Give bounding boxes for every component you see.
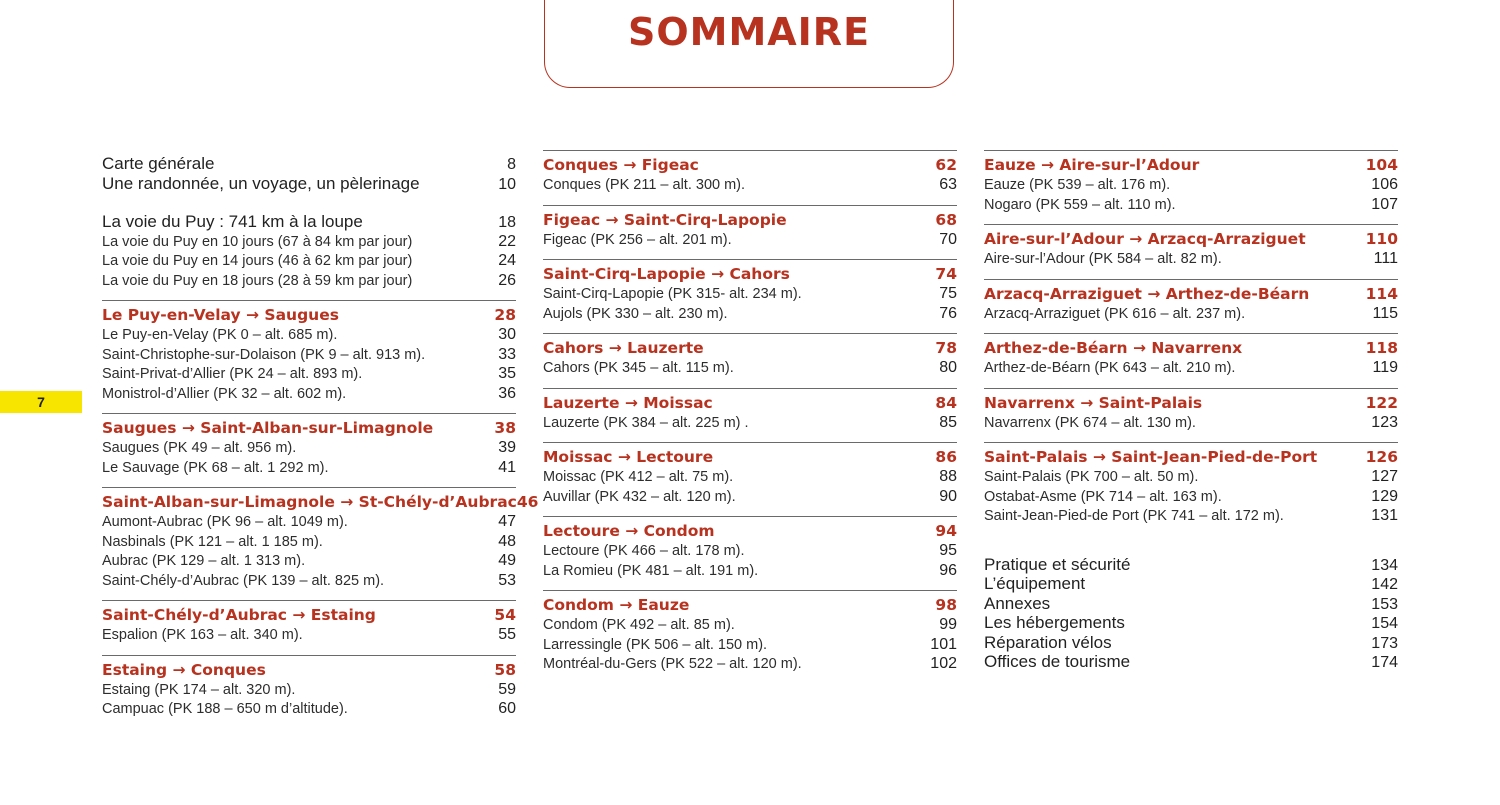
toc-entry[interactable] [102, 571, 516, 591]
toc-entry[interactable] [543, 615, 957, 635]
toc-entry[interactable] [102, 680, 516, 700]
entry-page: 95 [939, 542, 957, 559]
stage-heading[interactable] [984, 338, 1398, 358]
entry-page: 24 [498, 252, 516, 269]
entry-label: Saugues (PK 49 – alt. 956 m). [102, 440, 297, 456]
entry-page: 63 [939, 176, 957, 193]
stage-title: Arzacq-Arraziguet → Arthez-de-Béarn [984, 284, 1310, 303]
entry-page: 41 [498, 458, 516, 476]
entry-page: 107 [1371, 195, 1398, 213]
entry-label: Arthez-de-Béarn (PK 643 – alt. 210 m). [984, 360, 1236, 376]
toc-entry[interactable] [102, 212, 516, 232]
entry-label: Annexes [984, 593, 1051, 613]
entry-label: Nogaro (PK 559 – alt. 110 m). [984, 196, 1176, 213]
stage-section [984, 224, 1398, 279]
toc-entry[interactable] [102, 699, 516, 719]
entry-label: Réparation vélos [984, 632, 1112, 652]
toc-entry[interactable] [543, 487, 957, 507]
stage-section [102, 655, 516, 729]
toc-entry[interactable] [984, 555, 1398, 575]
entry-label: Aujols (PK 330 – alt. 230 m). [543, 305, 728, 322]
toc-entry[interactable] [543, 304, 957, 324]
toc-entry[interactable] [984, 594, 1398, 614]
stage-page: 98 [935, 596, 957, 614]
entry-page: 36 [498, 384, 516, 402]
entry-label: Lectoure (PK 466 – alt. 178 m). [543, 543, 745, 559]
entry-page: 22 [498, 232, 516, 250]
stage-section [984, 333, 1398, 388]
stage-title: Saugues → Saint-Alban-sur-Limagnole [102, 419, 434, 437]
entry-page: 48 [498, 532, 516, 550]
toc-entry[interactable] [102, 345, 516, 365]
entry-page: 127 [1371, 468, 1398, 485]
toc-column-2 [543, 150, 957, 684]
entry-label: Navarrenx (PK 674 – alt. 130 m). [984, 414, 1196, 431]
entry-label: Arzacq-Arraziguet (PK 616 – alt. 237 m). [984, 305, 1246, 322]
stage-heading[interactable] [543, 393, 957, 413]
entry-page: 153 [1371, 595, 1398, 613]
stage-page: 86 [935, 448, 957, 466]
stage-heading[interactable] [543, 210, 957, 230]
entry-page: 8 [507, 156, 516, 173]
entry-page: 142 [1371, 576, 1398, 593]
toc-entry[interactable] [102, 458, 516, 478]
entry-label: Lauzerte (PK 384 – alt. 225 m) . [543, 414, 749, 431]
stage-page: 114 [1365, 284, 1398, 303]
stage-section [102, 487, 539, 600]
entry-page: 53 [498, 571, 516, 589]
stage-page: 78 [935, 339, 957, 357]
toc-entry[interactable] [984, 249, 1398, 269]
toc-entry[interactable] [102, 384, 516, 404]
entry-label: Le Puy-en-Velay (PK 0 – alt. 685 m). [102, 327, 338, 343]
entry-page: 39 [498, 439, 516, 456]
stage-heading[interactable] [102, 492, 539, 512]
toc-entry[interactable] [102, 325, 516, 345]
spacer [984, 536, 1398, 555]
stage-page: 62 [935, 156, 957, 174]
toc-entry[interactable] [984, 195, 1398, 215]
entry-label: Saint-Palais (PK 700 – alt. 50 m). [984, 469, 1199, 485]
entry-page: 111 [1373, 250, 1398, 267]
toc-entry[interactable] [102, 625, 516, 645]
toc-entry[interactable] [984, 633, 1398, 653]
entry-page: 70 [939, 230, 957, 248]
toc-column-3 [984, 150, 1398, 672]
entry-label: Offices de tourisme [984, 652, 1131, 671]
stage-title: Moissac → Lectoure [543, 448, 714, 466]
toc-entry[interactable] [543, 413, 957, 433]
entry-label: Conques (PK 211 – alt. 300 m). [543, 177, 746, 193]
entry-label: Aumont-Aubrac (PK 96 – alt. 1049 m). [102, 514, 348, 530]
stage-section [543, 333, 957, 388]
entry-label: La voie du Puy en 14 jours (46 à 62 km par jour) [102, 253, 413, 269]
entry-label: Larressingle (PK 506 – alt. 150 m). [543, 636, 768, 653]
stage-title: Lauzerte → Moissac [543, 393, 713, 412]
stage-heading[interactable] [102, 305, 516, 325]
stage-page: 46 [516, 493, 539, 511]
stage-page: 110 [1365, 230, 1398, 248]
stage-title: Figeac → Saint-Cirq-Lapopie [543, 210, 787, 229]
entry-label: Condom (PK 492 – alt. 85 m). [543, 617, 735, 633]
stage-section [984, 388, 1398, 443]
toc-entry[interactable] [102, 512, 516, 532]
entry-label: Carte générale [102, 154, 215, 173]
entry-label: Saint-Chély-d’Aubrac (PK 139 – alt. 825 m). [102, 572, 385, 589]
toc-entry[interactable] [984, 506, 1398, 526]
toc-entry[interactable] [984, 652, 1398, 672]
stage-page: 84 [935, 393, 957, 412]
toc-entry[interactable] [102, 551, 516, 571]
stage-heading[interactable] [984, 393, 1398, 413]
stage-title: Saint-Alban-sur-Limagnole → St-Chély-d’Aubrac [102, 493, 517, 511]
entry-page: 129 [1371, 487, 1398, 505]
stage-title: Saint-Cirq-Lapopie → Cahors [543, 265, 790, 283]
stage-section [543, 150, 957, 205]
entry-page: 30 [498, 326, 516, 343]
entry-page: 119 [1372, 359, 1398, 376]
entry-page: 10 [498, 175, 516, 193]
stage-title: Aire-sur-l’Adour → Arzacq-Arraziguet [984, 230, 1306, 248]
entry-label: Saint-Jean-Pied-de Port (PK 741 – alt. 172 m). [984, 508, 1284, 524]
stage-section [543, 516, 957, 590]
toc-entry[interactable] [984, 304, 1398, 324]
entry-page: 49 [498, 552, 516, 569]
entry-label: Montréal-du-Gers (PK 522 – alt. 120 m). [543, 656, 802, 672]
toc-entry[interactable] [543, 635, 957, 655]
entry-label: Aubrac (PK 129 – alt. 1 313 m). [102, 553, 306, 569]
stage-section [102, 413, 516, 487]
stage-title: Arthez-de-Béarn → Navarrenx [984, 339, 1243, 357]
stage-page: 68 [935, 210, 957, 229]
stage-heading[interactable] [543, 595, 957, 615]
voie-block [102, 212, 516, 300]
stage-title: Cahors → Lauzerte [543, 339, 704, 357]
toc-entry[interactable] [984, 613, 1398, 633]
entry-page: 76 [939, 304, 957, 322]
entry-label: Auvillar (PK 432 – alt. 120 m). [543, 488, 736, 505]
toc-entry[interactable] [984, 574, 1398, 594]
toc-entry[interactable] [102, 364, 516, 384]
entry-page: 88 [939, 468, 957, 485]
stage-heading[interactable] [543, 155, 957, 175]
entry-page: 33 [498, 345, 516, 363]
entry-page: 35 [498, 365, 516, 382]
stage-page: 54 [494, 606, 516, 624]
stage-section [984, 150, 1398, 224]
stage-title: Navarrenx → Saint-Palais [984, 393, 1203, 412]
entry-label: La voie du Puy : 741 km à la loupe [102, 212, 363, 231]
stage-page: 28 [494, 306, 516, 324]
entry-page: 96 [939, 561, 957, 579]
entry-label: Aire-sur-l’Adour (PK 584 – alt. 82 m). [984, 251, 1222, 267]
entry-label: La voie du Puy en 10 jours (67 à 84 km par jour) [102, 233, 413, 250]
toc-entry[interactable] [984, 467, 1398, 487]
entry-label: Moissac (PK 412 – alt. 75 m). [543, 469, 734, 485]
stage-page: 58 [494, 660, 516, 679]
entry-page: 173 [1371, 634, 1398, 652]
entry-page: 131 [1371, 507, 1398, 524]
entry-page: 101 [930, 635, 957, 653]
toc-entry[interactable] [102, 271, 516, 291]
entry-page: 80 [939, 359, 957, 376]
stage-page: 104 [1365, 156, 1398, 174]
stage-page: 94 [935, 522, 957, 540]
toc-entry[interactable] [543, 284, 957, 304]
entry-label: Nasbinals (PK 121 – alt. 1 185 m). [102, 533, 323, 550]
stage-section [543, 442, 957, 516]
stage-page: 38 [494, 419, 516, 437]
stage-heading[interactable] [102, 660, 516, 680]
stage-section [543, 259, 957, 333]
stage-section [543, 388, 957, 443]
annex-block [984, 555, 1398, 672]
stage-heading[interactable] [102, 418, 516, 438]
entry-page: 59 [498, 680, 516, 698]
entry-label: Le Sauvage (PK 68 – alt. 1 292 m). [102, 459, 329, 476]
entry-page: 99 [939, 616, 957, 633]
entry-page: 75 [939, 285, 957, 302]
toc-entry[interactable] [102, 532, 516, 552]
toc-entry[interactable] [543, 467, 957, 487]
entry-label: Les hébergements [984, 613, 1125, 632]
toc-entry[interactable] [984, 358, 1398, 378]
entry-label: Pratique et sécurité [984, 554, 1131, 574]
stage-section [102, 300, 516, 413]
stage-heading[interactable] [543, 447, 957, 467]
entry-page: 85 [939, 413, 957, 431]
toc-entry[interactable] [984, 175, 1398, 195]
stage-heading[interactable] [984, 447, 1398, 467]
entry-page: 55 [498, 626, 516, 643]
entry-page: 123 [1371, 413, 1398, 431]
stage-title: Estaing → Conques [102, 660, 266, 679]
toc-entry[interactable] [543, 230, 957, 250]
stage-heading[interactable] [984, 155, 1398, 175]
entry-label: Monistrol-d’Allier (PK 32 – alt. 602 m). [102, 385, 347, 402]
entry-label: Saint-Cirq-Lapopie (PK 315- alt. 234 m). [543, 286, 802, 302]
stage-section [984, 279, 1398, 334]
entry-label: La Romieu (PK 481 – alt. 191 m). [543, 562, 759, 579]
toc-entry[interactable] [543, 175, 957, 195]
entry-page: 174 [1371, 654, 1398, 671]
toc-entry[interactable] [543, 561, 957, 581]
entry-page: 26 [498, 271, 516, 289]
stage-title: Saint-Palais → Saint-Jean-Pied-de-Port [984, 448, 1318, 466]
entry-label: Cahors (PK 345 – alt. 115 m). [543, 360, 734, 376]
entry-label: Figeac (PK 256 – alt. 201 m). [543, 231, 732, 248]
stage-page: 126 [1365, 448, 1398, 466]
stage-title: Conques → Figeac [543, 156, 699, 174]
stage-heading[interactable] [543, 264, 957, 284]
toc-entry[interactable] [102, 232, 516, 252]
entry-label: L’équipement [984, 574, 1086, 593]
stage-heading[interactable] [543, 521, 957, 541]
entry-page: 47 [498, 513, 516, 530]
entry-label: Eauze (PK 539 – alt. 176 m). [984, 177, 1171, 193]
stage-heading[interactable] [543, 338, 957, 358]
stage-page: 118 [1365, 339, 1398, 357]
toc-entry[interactable] [102, 174, 516, 194]
entry-page: 102 [930, 655, 957, 672]
stage-title: Eauze → Aire-sur-l’Adour [984, 156, 1200, 174]
stage-section [543, 590, 957, 684]
entry-page: 106 [1371, 176, 1398, 193]
toc-entry[interactable] [102, 438, 516, 458]
toc-entry[interactable] [102, 251, 516, 271]
page-title: SOMMAIRE [627, 10, 871, 54]
entry-label: Ostabat-Asme (PK 714 – alt. 163 m). [984, 488, 1222, 505]
stage-page: 74 [935, 265, 957, 283]
stage-title: Lectoure → Condom [543, 522, 715, 540]
entry-label: Campuac (PK 188 – 650 m d’altitude). [102, 701, 348, 717]
entry-page: 115 [1372, 304, 1398, 322]
entry-label: Espalion (PK 163 – alt. 340 m). [102, 627, 303, 643]
entry-label: Saint-Christophe-sur-Dolaison (PK 9 – alt. 913 m). [102, 346, 426, 363]
toc-entry[interactable] [543, 358, 957, 378]
intro-block [102, 150, 516, 193]
toc-column-1 [102, 150, 539, 729]
toc-entry[interactable] [102, 154, 516, 174]
spacer [102, 193, 516, 212]
entry-page: 90 [939, 487, 957, 505]
toc-entry[interactable] [543, 541, 957, 561]
stage-title: Saint-Chély-d’Aubrac → Estaing [102, 606, 376, 624]
stage-section [102, 600, 516, 655]
entry-label: Saint-Privat-d’Allier (PK 24 – alt. 893 m). [102, 366, 363, 382]
toc-entry[interactable] [984, 487, 1398, 507]
entry-page: 60 [498, 700, 516, 717]
toc-entry[interactable] [543, 654, 957, 674]
entry-label: Une randonnée, un voyage, un pèlerinage [102, 173, 420, 193]
page-number-tab: 7 [0, 391, 82, 413]
entry-page: 18 [498, 214, 516, 231]
stage-heading[interactable] [984, 229, 1398, 249]
title-frame [544, 0, 954, 88]
stage-page: 122 [1365, 393, 1398, 412]
entry-page: 134 [1371, 556, 1398, 574]
entry-page: 154 [1371, 615, 1398, 632]
toc-entry[interactable] [984, 413, 1398, 433]
stage-title: Condom → Eauze [543, 596, 690, 614]
stage-section [984, 442, 1398, 536]
entry-label: Estaing (PK 174 – alt. 320 m). [102, 681, 296, 698]
stage-title: Le Puy-en-Velay → Saugues [102, 306, 339, 324]
stage-heading[interactable] [102, 605, 516, 625]
stage-heading[interactable] [984, 284, 1398, 304]
entry-label: La voie du Puy en 18 jours (28 à 59 km par jour) [102, 272, 413, 289]
stage-section [543, 205, 957, 260]
